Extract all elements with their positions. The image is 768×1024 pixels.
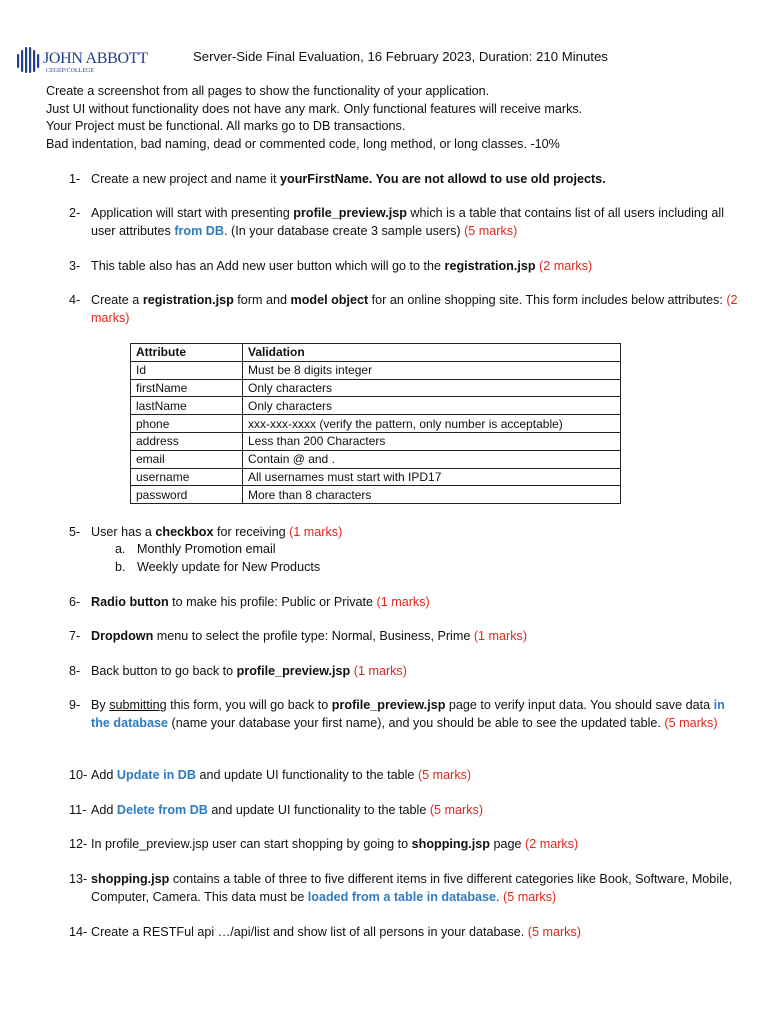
- item-number: 8-: [69, 664, 81, 678]
- db-highlight: Delete from DB: [116, 803, 208, 817]
- item-text: for receiving: [213, 525, 290, 539]
- item-text-bold: Dropdown: [91, 629, 154, 643]
- item-text: Create a RESTFul api …/api/list and show list of all persons in your database.: [91, 925, 528, 939]
- item-number: 13-: [69, 872, 88, 886]
- table-row: [131, 486, 621, 504]
- sub-item-text: Weekly update for New Products: [137, 559, 321, 574]
- logo-subtitle: CEGEP/COLLEGE: [46, 68, 94, 74]
- item-text: Add: [91, 768, 117, 782]
- item-text: User has a: [91, 525, 156, 539]
- list-item: [69, 594, 741, 612]
- logo-mark-icon: [16, 46, 40, 74]
- file-name: profile_preview.jsp: [293, 206, 407, 220]
- item-text-bold: yourFirstName. You are not allowd to use old projects.: [280, 172, 606, 186]
- item-number: 1-: [69, 172, 81, 186]
- sub-list-item: [115, 559, 320, 577]
- list-item: [69, 802, 741, 820]
- table-cell: More than 8 characters: [243, 486, 621, 504]
- table-cell: Contain @ and .: [243, 450, 621, 468]
- item-number: 4-: [69, 293, 81, 307]
- item-number: 5-: [69, 525, 81, 539]
- file-name: registration.jsp: [142, 293, 234, 307]
- item-text: form and: [233, 293, 291, 307]
- table-cell: Id: [131, 361, 243, 379]
- college-logo: [16, 44, 146, 78]
- column-header: Validation: [243, 344, 621, 362]
- table-row: [131, 397, 621, 415]
- item-number: 11-: [69, 803, 87, 817]
- list-item: [69, 628, 741, 646]
- item-text-bold: Radio button: [91, 595, 169, 609]
- logo-name: JOHN ABBOTT: [43, 50, 148, 67]
- list-item: [69, 663, 741, 681]
- item-text: and update UI functionality to the table: [207, 803, 430, 817]
- table-cell: lastName: [131, 397, 243, 415]
- db-highlight: in the database: [91, 698, 725, 730]
- marks-label: (1 marks): [289, 525, 343, 539]
- marks-label: (2 marks): [539, 259, 593, 273]
- item-text: page to verify input data. You should save data: [445, 698, 714, 712]
- item-text: In profile_preview.jsp user can start shopping by going to: [91, 837, 412, 851]
- table-row: [131, 379, 621, 397]
- item-text: this form, you will go back to: [166, 698, 332, 712]
- item-text: (name your database your first name), and you should be able to see the updated table.: [168, 715, 665, 730]
- list-item: [69, 871, 741, 907]
- item-text-bold: model object: [290, 293, 369, 307]
- intro-line: Just UI without functionality does not have any mark. Only functional features will receive marks.: [46, 101, 583, 116]
- table-header-row: [131, 344, 621, 362]
- list-item: [69, 924, 741, 942]
- item-text: and update UI functionality to the table: [195, 768, 418, 782]
- list-item: [69, 767, 741, 785]
- item-text: page: [490, 837, 526, 851]
- list-item: [69, 836, 741, 854]
- list-item: [69, 258, 741, 276]
- db-highlight: Update in DB: [116, 768, 196, 782]
- list-item: [69, 171, 741, 189]
- item-text: Application will start with presenting: [91, 206, 294, 220]
- item-text-underlined: submitting: [109, 698, 167, 712]
- item-text: Back button to go back to: [91, 664, 237, 678]
- table-cell: firstName: [131, 379, 243, 397]
- item-number: 3-: [69, 259, 81, 273]
- table-row: [131, 432, 621, 450]
- table-row: [131, 361, 621, 379]
- marks-label: (2 marks): [525, 837, 579, 851]
- intro-line: Create a screenshot from all pages to show the functionality of your application.: [46, 84, 490, 98]
- table-row: [131, 450, 621, 468]
- intro-paragraph: [46, 83, 582, 154]
- item-number: 7-: [69, 629, 81, 643]
- item-text: contains a table of three to five different items in five different categories like Book, Software, Mobile, Computer, Camera. This data must be: [91, 872, 733, 904]
- intro-line: Bad indentation, bad naming, dead or commented code, long method, or long classes. -10%: [46, 137, 560, 152]
- marks-label: (5 marks): [527, 925, 581, 939]
- list-item: [69, 292, 741, 328]
- marks-label: (5 marks): [664, 715, 718, 730]
- table-cell: xxx-xxx-xxxx (verify the pattern, only number is acceptable): [243, 415, 621, 433]
- list-item: [69, 205, 741, 241]
- sub-item-text: Monthly Promotion email: [137, 542, 276, 556]
- marks-label: (5 marks): [429, 803, 484, 817]
- table-cell: Must be 8 digits integer: [243, 361, 621, 379]
- file-name: registration.jsp: [444, 259, 536, 273]
- file-name: shopping.jsp: [411, 837, 490, 851]
- item-text: Add: [91, 803, 117, 817]
- item-number: 10-: [69, 768, 88, 782]
- item-number: 14-: [69, 925, 88, 939]
- attributes-table: [130, 343, 621, 504]
- list-item: [69, 524, 741, 542]
- table-row: [131, 415, 621, 433]
- table-cell: email: [131, 450, 243, 468]
- item-text: which is a table that contains list of all users including all user attributes: [91, 206, 725, 238]
- marks-label: (2 marks): [91, 293, 738, 325]
- item-text: This table also has an Add new user button which will go to the: [91, 259, 445, 273]
- table-cell: username: [131, 468, 243, 486]
- sub-list: [115, 541, 320, 576]
- table-cell: Only characters: [243, 397, 621, 415]
- sub-item-label: b.: [115, 559, 126, 574]
- list-item: [69, 697, 741, 733]
- column-header: Attribute: [131, 344, 243, 362]
- item-number: 12-: [69, 837, 88, 851]
- table-cell: Less than 200 Characters: [243, 432, 621, 450]
- table-cell: phone: [131, 415, 243, 433]
- file-name: shopping.jsp: [91, 872, 170, 886]
- item-number: 9-: [69, 698, 81, 712]
- marks-label: (5 marks): [464, 223, 518, 238]
- table-cell: address: [131, 432, 243, 450]
- item-number: 2-: [69, 206, 81, 220]
- marks-label: (1 marks): [376, 595, 430, 609]
- sub-list-item: [115, 541, 320, 559]
- marks-label: (1 marks): [353, 664, 407, 678]
- sub-item-label: a.: [115, 542, 126, 556]
- db-highlight: from DB: [174, 223, 224, 238]
- item-text: . (In your database create 3 sample users): [224, 223, 465, 238]
- item-text: Create a new project and name it: [91, 172, 281, 186]
- intro-line: Your Project must be functional. All marks go to DB transactions.: [46, 119, 406, 134]
- db-highlight: loaded from a table in database: [307, 889, 497, 904]
- marks-label: (5 marks): [503, 889, 557, 904]
- item-text: to make his profile: Public or Private: [168, 595, 377, 609]
- table-cell: password: [131, 486, 243, 504]
- item-text: .: [496, 889, 504, 904]
- marks-label: (5 marks): [417, 768, 472, 782]
- item-text-bold: checkbox: [155, 525, 214, 539]
- file-name: profile_preview.jsp: [331, 698, 446, 712]
- item-text: By: [91, 698, 110, 712]
- table-cell: Only characters: [243, 379, 621, 397]
- item-text: menu to select the profile type: Normal, Business, Prime: [153, 629, 474, 643]
- item-text: Create a: [91, 293, 143, 307]
- file-name: profile_preview.jsp: [236, 664, 351, 678]
- page-title: Server-Side Final Evaluation, 16 February 2023, Duration: 210 Minutes: [193, 49, 608, 64]
- table-row: [131, 468, 621, 486]
- table-cell: All usernames must start with IPD17: [243, 468, 621, 486]
- marks-label: (1 marks): [473, 629, 528, 643]
- item-text: for an online shopping site. This form includes below attributes:: [368, 293, 727, 307]
- item-number: 6-: [69, 595, 81, 609]
